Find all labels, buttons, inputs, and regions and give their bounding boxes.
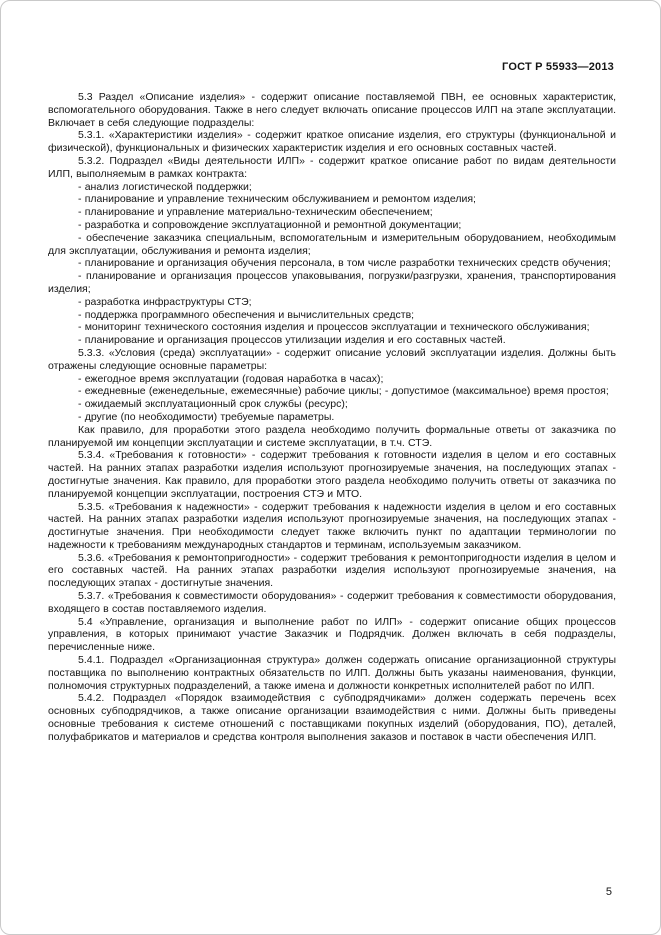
list-item: - мониторинг технического состояния изделия и процессов эксплуатации и технического обслуживания;: [78, 321, 590, 334]
paragraph: 5.3.1. «Характеристики изделия» - содержит краткое описание изделия, его структуры (функциональной и физической), функциональных и физических характеристик изделия и его основных составных частей.: [48, 129, 616, 155]
paragraph: 5.3.3. «Условия (среда) эксплуатации» - содержит описание условий эксплуатации изделия. Должны быть отражены следующие основные параметры:: [48, 346, 616, 372]
paragraph: 5.3 Раздел «Описание изделия» - содержит описание поставляемой ПВН, ее основных характеристик, вспомогательного оборудования. Также в него следует включать описание процессов ИЛП на этапе эксплуатации. Включает в себя следующие подразделы:: [48, 91, 616, 129]
paragraph: 5.4 «Управление, организация и выполнение работ по ИЛП» - содержит описание общих процессов управления, в которых принимают участие Заказчик и Подрядчик. Должен включать в себя подразделы, перечисленные ниже.: [48, 615, 616, 654]
list-item: - планирование и организация процессов упаковывания, погрузки/разгрузки, хранения, транспортирования изделия;: [48, 270, 616, 295]
list-item: - планирование и организация обучения персонала, в том числе разработки технических средств обучения;: [78, 257, 611, 270]
list-item: - анализ логистической поддержки;: [78, 180, 252, 193]
paragraph: 5.3.6. «Требования к ремонтопригодности» - содержит требования к ремонтопригодности изделия в целом и его составных частей. На ранних этапах разработки изделия используют прогнозируемые значения, на последующих этапах - достигнутые значения.: [48, 551, 616, 590]
doc-number-header: ГОСТ Р 55933—2013: [502, 61, 614, 73]
paragraph: 5.3.7. «Требования к совместимости оборудования» - содержит требования к совместимости оборудования, входящего в состав поставляемого изделия.: [48, 590, 616, 615]
list-item: - планирование и организация процессов утилизации изделия и его составных частей.: [78, 334, 506, 347]
list-item: - разработка и сопровождение эксплуатационной и ремонтной документации;: [78, 218, 462, 231]
list-item: - планирование и управление техническим обслуживанием и ремонтом изделия;: [78, 193, 476, 206]
list-item: - ежедневные (еженедельные, ежемесячные) рабочие циклы; - допустимое (максимальное) время простоя;: [78, 385, 609, 398]
paragraph: 5.3.4. «Требования к готовности» - содержит требования к готовности изделия в целом и его составных частей. На ранних этапах разработки изделия используют прогнозируемые значения, на последующих этапах - достигнутые значения. Как правило, для проработки этого раздела необходимо получить ответы от заказчика по планируемой концепции эксплуатации, построения СТЭ и МТО.: [48, 449, 616, 500]
paragraph: 5.3.5. «Требования к надежности» - содержит требования к надежности изделия в целом и его составных частей. На ранних этапах разработки изделия используют прогнозируемые значения, на последующих этапах - достигнутые значения. При необходимости следует также включить пункт по адаптации терминологии по надежности к требованиям международных стандартов и терминам, используемым заказчиком.: [48, 500, 616, 551]
list-item: - ежегодное время эксплуатации (годовая наработка в часах);: [78, 372, 384, 385]
paragraph: 5.4.2. Подраздел «Порядок взаимодействия с субподрядчиками» должен содержать перечень всех основных субподрядчиков, а также описание организации взаимодействия с ними. Должны быть приведены основные требования к системе отношений с поставщиками покупных изделий (оборудования, ПО), деталей, полуфабрикатов и материалов и средства контроля выполнения заказов и поставок в части обеспечения ИЛП.: [48, 692, 616, 743]
list-item: - поддержка программного обеспечения и вычислительных средств;: [78, 308, 415, 321]
list-item: - обеспечение заказчика специальным, вспомогательным и измерительным оборудованием, необходимым для эксплуатации, обслуживания и ремонта изделия;: [48, 231, 616, 257]
paragraph: 5.3.2. Подраздел «Виды деятельности ИЛП» - содержит краткое описание работ по видам деятельности ИЛП, выполняемым в рамках контракта:: [48, 154, 616, 180]
document-body: [48, 91, 616, 744]
paragraph: Как правило, для проработки этого раздела необходимо получить формальные ответы от заказчика по планируемой им концепции эксплуатации и системе эксплуатации, в т.ч. СТЭ.: [48, 423, 616, 449]
list-item: - ожидаемый эксплуатационный срок службы (ресурс);: [78, 398, 348, 411]
page-number: 5: [605, 886, 612, 898]
paragraph: 5.4.1. Подраздел «Организационная структура» должен содержать описание организационной структуры поставщика по выполнению контрактных обязательств по ИЛП. Должны быть указаны наименования, функции, полномочия структурных подразделений, а также имена и должности конкретных исполнителей работ по ИЛП.: [48, 654, 616, 692]
list-item: - разработка инфраструктуры СТЭ;: [78, 295, 252, 308]
list-item: - планирование и управление материально-техническим обеспечением;: [78, 206, 433, 219]
list-item: - другие (по необходимости) требуемые параметры.: [78, 410, 335, 423]
